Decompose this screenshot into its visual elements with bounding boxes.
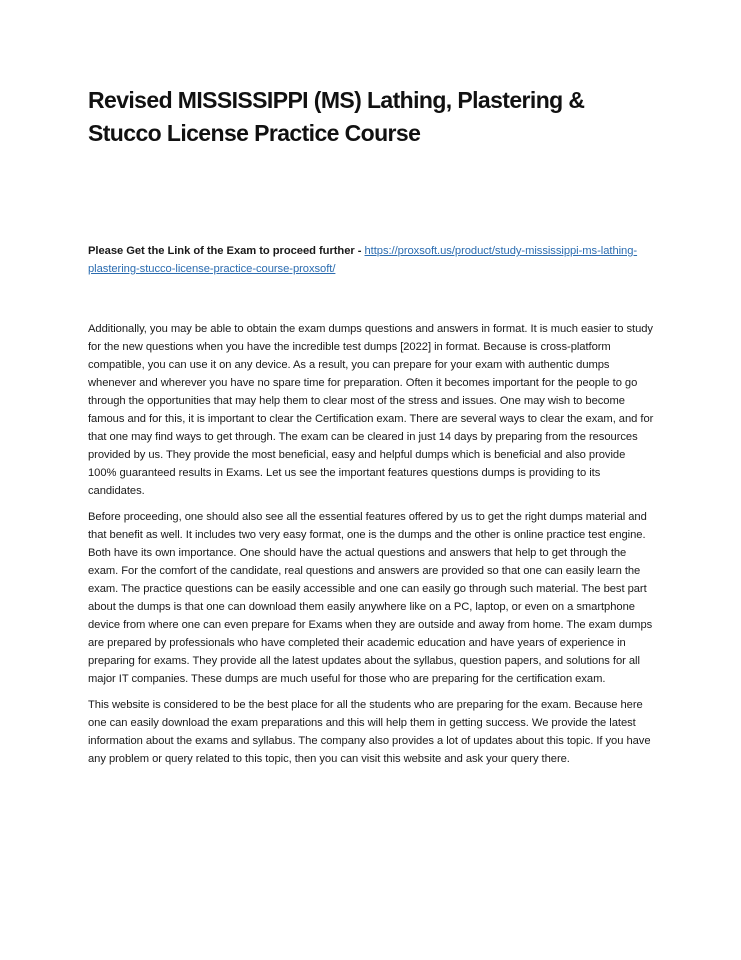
body-paragraph-2: Before proceeding, one should also see all the essential features offered by us to get the right dumps material and that benefit as well. It includes two very easy format, one is the dumps and the other is online practice test engine. Both have its own importance. One should have the actual questions and answers that help to get through the exam. For the comfort of the candidate, real questions and answers are provided so that one can easily learn the exam. The practice questions can be easily accessible and one can easily go through such material. The best part about the dumps is that one can download them easily anywhere like on a PC, laptop, or even on a smartphone device from where one can even prepare for Exams when they are outside and away from home. The exam dumps are prepared by professionals who have completed their academic education and have years of experience in preparing for exams. They provide all the latest updates about the syllabus, question papers, and solutions for all major IT companies. These dumps are much useful for those who are preparing for the certification exam. xyxy=(88,511,653,685)
document-page xyxy=(88,84,654,768)
body-paragraph-3: This website is considered to be the best place for all the students who are preparing for the exam. Because here one can easily download the exam preparations and this will help them in getting success. We provide the latest information about the exams and syllabus. The company also provides a lot of updates about this topic. If you have any problem or query related to this topic, then you can visit this website and ask your query there. xyxy=(88,699,651,765)
exam-link-paragraph xyxy=(88,242,654,278)
body-paragraph-1: Additionally, you may be able to obtain the exam dumps questions and answers in format. It is much easier to study for the new questions when you have the incredible test dumps [2022] in format. Because is cross-platform compatible, you can use it on any device. As a result, you can prepare for your exam with authentic dumps whenever and wherever you have no spare time for preparation. Often it becomes important for the people to go through the opportunities that may help them to clear most of the stress and issues. One may wish to become famous and for this, it is important to clear the Certification exam. There are several ways to clear the exam, and for that one may find ways to get through. The exam can be cleared in just 14 days by preparing from the resources provided by us. They provide the most beneficial, easy and helpful dumps which is beneficial and also provide 100% guaranteed results in Exams. Let us see the important features questions dumps is providing to its candidates. xyxy=(88,323,654,497)
document-title: Revised MISSISSIPPI (MS) Lathing, Plastering & Stucco License Practice Course xyxy=(88,87,585,146)
exam-link[interactable]: https://proxsoft.us/product/study-mississippi-ms-lathing-plastering-stucco-license-practice-course-proxsoft/ xyxy=(88,245,638,275)
link-lead-text: Please Get the Link of the Exam to proceed further - xyxy=(88,245,365,257)
